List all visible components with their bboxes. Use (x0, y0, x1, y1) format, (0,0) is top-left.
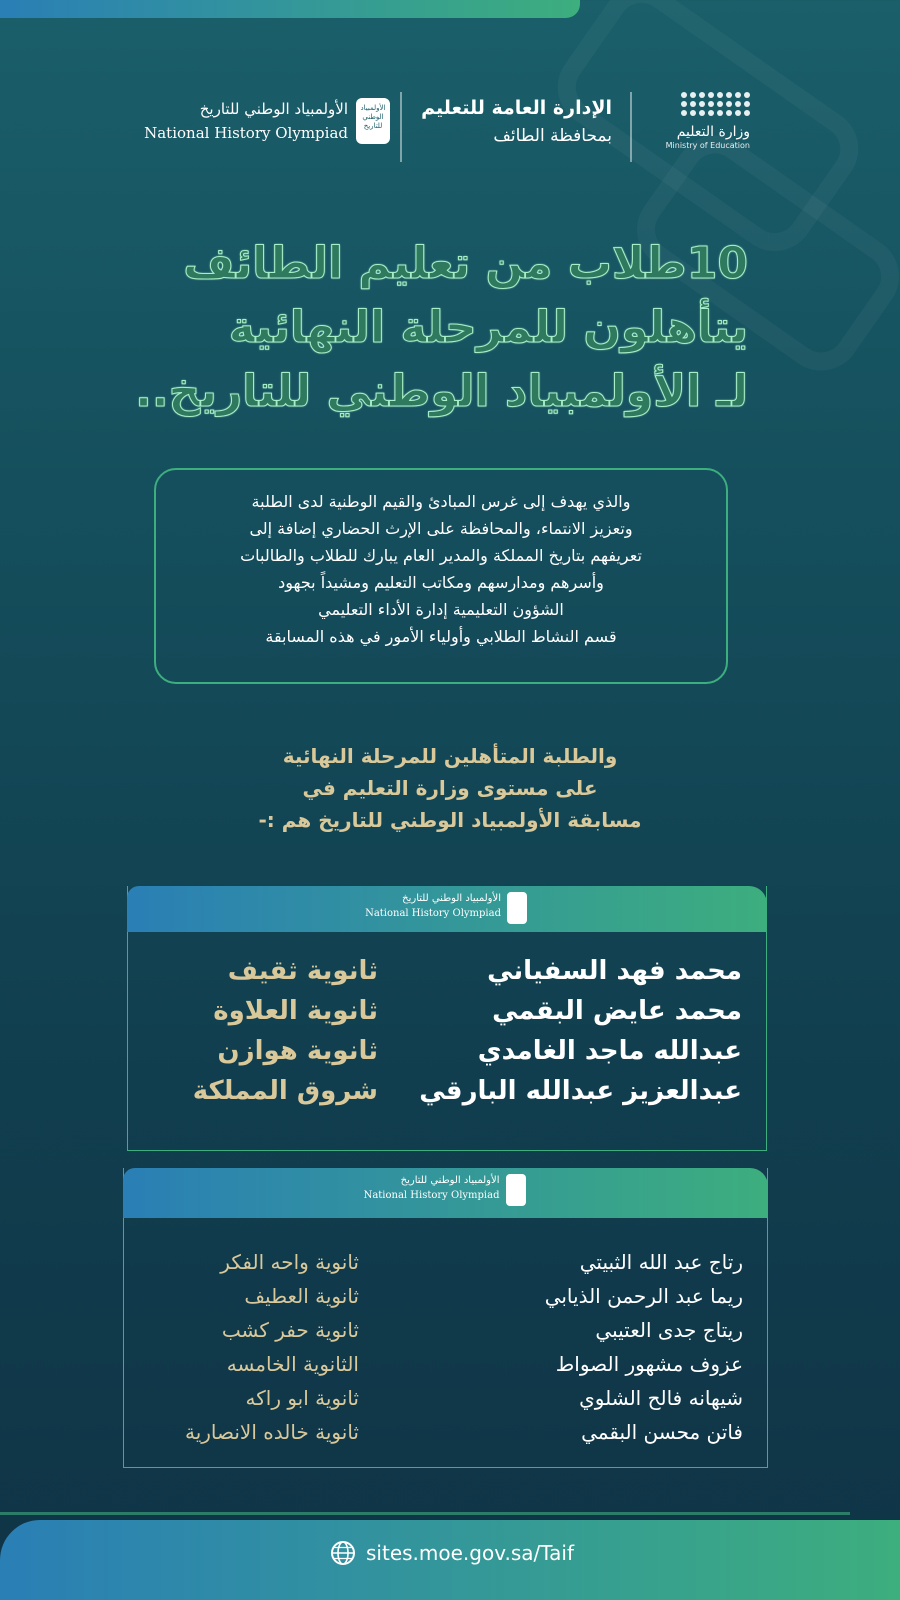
header (144, 88, 750, 168)
intro-line: الشؤون التعليمية إدارة الأداء التعليمي (318, 600, 564, 619)
moe-logo (650, 92, 750, 162)
mini-logo-en: National History Olympiad (363, 1190, 500, 1201)
student-name: رتاج عبد الله الثبيتي (579, 1250, 743, 1274)
boys-list-card (127, 886, 767, 1151)
student-name: ريتاج جدى العتيبي (595, 1318, 743, 1342)
school-name: ثانوية واحه الفكر (220, 1250, 359, 1274)
headline-line3: لـ الأولمبياد الوطني للتاريخ.. (135, 366, 748, 417)
student-name: فاتن محسن البقمي (581, 1420, 743, 1444)
intro-box (154, 468, 728, 684)
student-name: شيهانه فالح الشلوي (579, 1386, 743, 1410)
card-header (123, 1168, 768, 1218)
mini-logo-ar: الأولمبياد الوطني للتاريخ (402, 893, 501, 904)
qualifiers-heading-line3: مسابقة الأولمبياد الوطني للتاريخ هم :- (258, 808, 642, 832)
school-name: ثانوية ثقيف (227, 956, 378, 986)
header-divider (400, 92, 402, 162)
student-name: عبدالعزيز عبدالله البارقي (419, 1076, 742, 1106)
headline-line1: 10طلاب من تعليم الطائف (183, 238, 748, 289)
department-line1: الإدارة العامة للتعليم (421, 97, 612, 119)
header-divider (630, 92, 632, 162)
moe-name-en: Ministry of Education (665, 141, 750, 150)
student-name: ريما عبد الرحمن الذيابي (544, 1284, 743, 1308)
website-url[interactable]: sites.moe.gov.sa/Taif (366, 1541, 575, 1565)
intro-line: وتعزيز الانتماء، والمحافظة على الإرث الحضاري إضافة إلى (249, 519, 633, 538)
olympiad-mini-logo (367, 892, 527, 926)
top-accent-bar (0, 0, 580, 18)
intro-line: قسم النشاط الطلابي وأولياء الأمور في هذه المسابقة (265, 627, 617, 646)
department-name (402, 94, 612, 150)
headline-line2: يتأهلون للمرحلة النهائية (228, 302, 748, 353)
intro-line: تعريفهم بتاريخ المملكة والمدير العام يبارك للطلاب والطالبات (240, 546, 642, 565)
mini-logo-en: National History Olympiad (365, 908, 501, 919)
intro-line: وأسرهم ومدارسهم ومكاتب التعليم ومشيداً بجهود (278, 573, 604, 592)
school-name: الثانوية الخامسه (226, 1352, 359, 1376)
school-name: شروق المملكة (192, 1076, 378, 1106)
department-line2: بمحافظة الطائف (493, 126, 612, 146)
olympiad-logo (144, 98, 390, 158)
student-name: محمد فهد السفياني (487, 956, 742, 986)
student-name: عبدالله ماجد الغامدي (477, 1036, 742, 1066)
headline (108, 232, 748, 424)
card-header (127, 886, 767, 932)
footer-accent-line (0, 1512, 850, 1515)
olympiad-badge-icon (507, 892, 527, 924)
moe-dots-icon (650, 92, 750, 116)
olympiad-name-en: National History Olympiad (144, 124, 348, 142)
olympiad-badge-icon (506, 1174, 526, 1206)
qualifiers-heading (150, 740, 750, 836)
moe-name-ar: وزارة التعليم (676, 124, 750, 140)
olympiad-name-ar: الأولمبياد الوطني للتاريخ (199, 100, 348, 118)
school-name: ثانوية حفر كشب (221, 1318, 359, 1342)
student-name: محمد عايض البقمي (492, 996, 742, 1026)
mini-logo-ar: الأولمبياد الوطني للتاريخ (400, 1175, 500, 1186)
school-name: ثانوية هوازن (217, 1036, 378, 1066)
olympiad-badge-icon: الأولمبياد الوطني للتاريخ (356, 98, 390, 144)
student-name: عزوف مشهور الصواط (555, 1352, 743, 1376)
qualifiers-heading-line1: والطلبة المتأهلين للمرحلة النهائية (282, 744, 618, 768)
website-link[interactable] (330, 1540, 574, 1566)
school-name: ثانوية العلاوة (213, 996, 378, 1026)
school-name: ثانوية ابو راكه (245, 1386, 359, 1410)
globe-icon (330, 1540, 356, 1566)
qualifiers-heading-line2: على مستوى وزارة التعليم في (302, 776, 598, 800)
olympiad-mini-logo (363, 1174, 526, 1208)
intro-line: والذي يهدف إلى غرس المبادئ والقيم الوطنية لدى الطلبة (251, 492, 631, 511)
girls-list-card (123, 1168, 768, 1468)
school-name: ثانوية العطيف (244, 1284, 359, 1308)
school-name: ثانوية خالده الانصارية (184, 1420, 359, 1444)
